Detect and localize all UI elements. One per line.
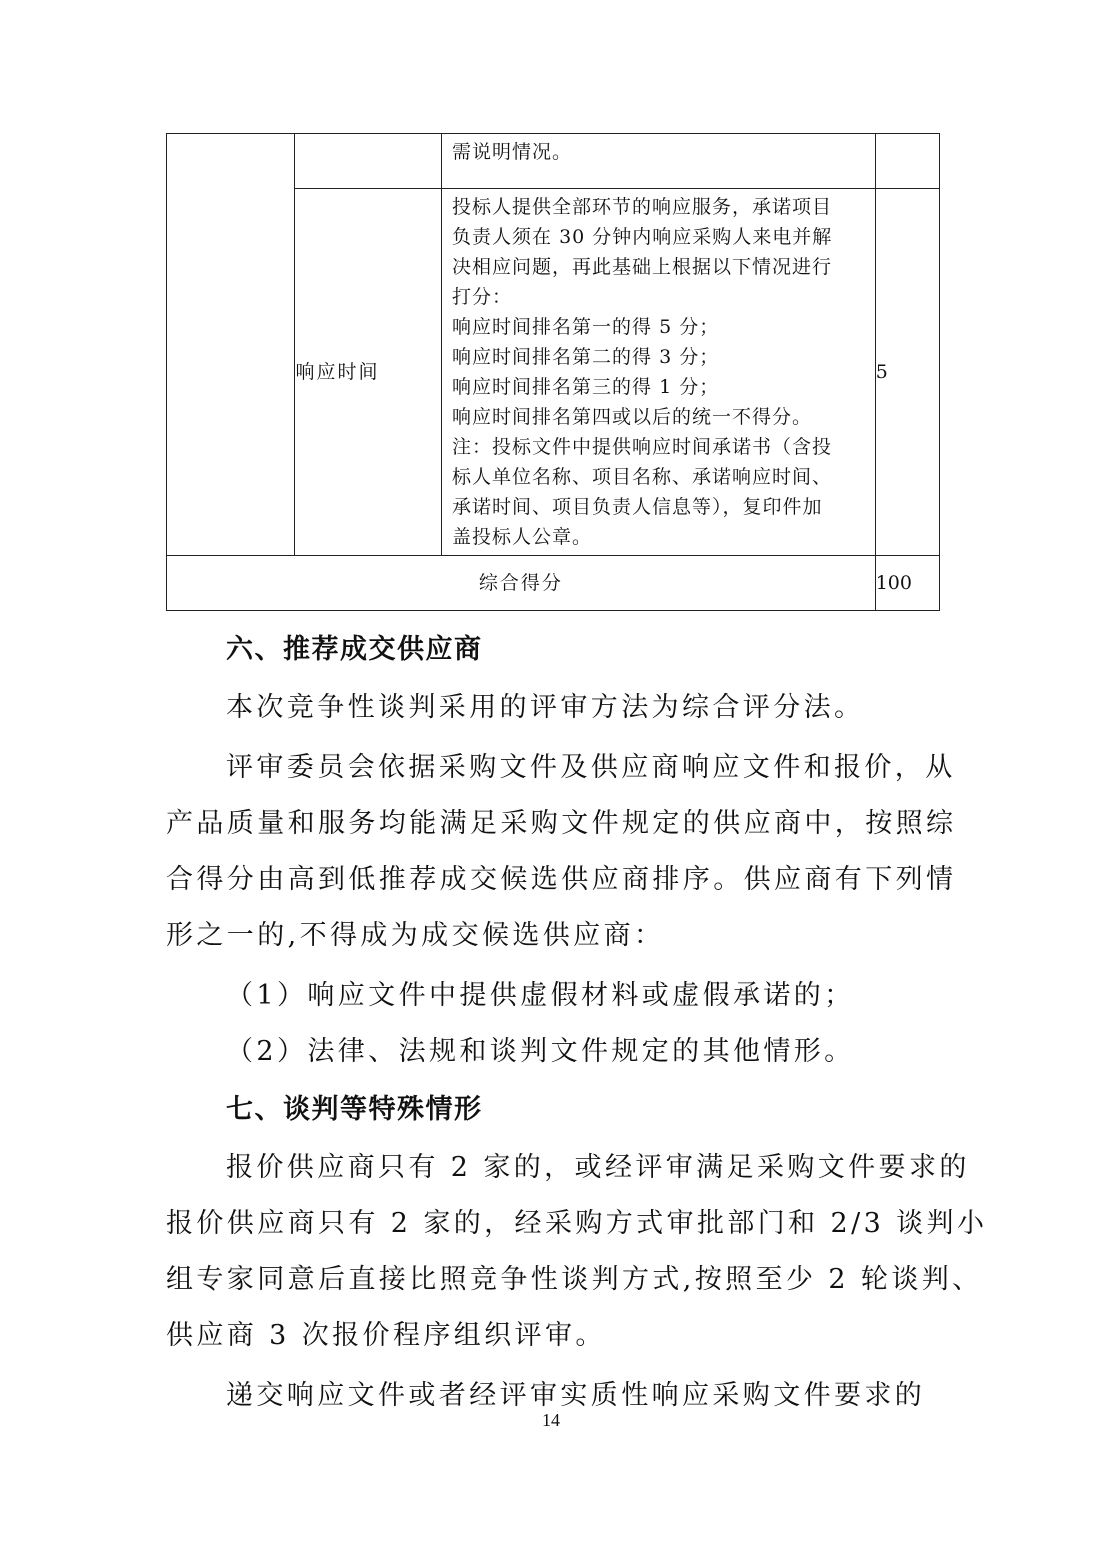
table-cell-description bbox=[442, 189, 876, 556]
paragraph-line: 合得分由高到低推荐成交候选供应商排序。供应商有下列情 bbox=[166, 864, 957, 895]
table-cell-category bbox=[167, 134, 295, 556]
paragraph-line: 报价供应商只有 2 家的，经采购方式审批部门和 2/3 谈判小 bbox=[166, 1208, 988, 1239]
paragraph-line: 递交响应文件或者经评审实质性响应采购文件要求的 bbox=[226, 1380, 926, 1411]
description-line: 响应时间排名第三的得 1 分； bbox=[452, 376, 720, 398]
description-line: 承诺时间、项目负责人信息等），复印件加 bbox=[452, 496, 823, 518]
total-score-value: 100 bbox=[875, 572, 912, 594]
section-seven-paragraph-1 bbox=[166, 1140, 988, 1364]
description-line: 投标人提供全部环节的响应服务，承诺项目 bbox=[452, 196, 833, 218]
scoring-table bbox=[166, 133, 940, 611]
table-cell-description bbox=[442, 134, 876, 189]
section-six-paragraph-2 bbox=[166, 740, 957, 964]
table-cell-total-label bbox=[167, 556, 876, 611]
table-cell-total-score bbox=[875, 556, 939, 611]
paragraph-line: 形之一的,不得成为成交候选供应商： bbox=[166, 920, 665, 951]
description-line: 决相应问题，再此基础上根据以下情况进行 bbox=[452, 256, 833, 278]
description-text: 需说明情况。 bbox=[452, 141, 573, 163]
response-time-label: 响应时间 bbox=[295, 361, 380, 383]
description-line: 标人单位名称、项目名称、承诺响应时间、 bbox=[452, 466, 833, 488]
paragraph-line: 评审委员会依据采购文件及供应商响应文件和报价，从 bbox=[226, 752, 956, 783]
response-time-description bbox=[442, 189, 875, 555]
description-line: 打分： bbox=[452, 286, 513, 308]
section-six-item-2 bbox=[226, 1024, 938, 1080]
paragraph-line: 组专家同意后直接比照竞争性谈判方式,按照至少 2 轮谈判、 bbox=[166, 1264, 983, 1295]
paragraph-line: 报价供应商只有 2 家的，或经评审满足采购文件要求的 bbox=[226, 1152, 970, 1183]
description-line: 响应时间排名第一的得 5 分； bbox=[452, 316, 720, 338]
paragraph-line: 产品质量和服务均能满足采购文件规定的供应商中，按照综 bbox=[166, 808, 957, 839]
page-number: 14 bbox=[542, 1410, 560, 1430]
description-line: 盖投标人公章。 bbox=[452, 526, 593, 548]
description-line: 负责人须在 30 分钟内响应采购人来电并解 bbox=[452, 226, 833, 248]
section-heading-six: 六、推荐成交供应商 bbox=[226, 634, 483, 665]
paragraph-line: 供应商 3 次报价程序组织评审。 bbox=[166, 1320, 606, 1351]
list-item: （2）法律、法规和谈判文件规定的其他情形。 bbox=[226, 1036, 855, 1067]
total-score-label: 综合得分 bbox=[478, 572, 563, 594]
table-row bbox=[167, 134, 940, 189]
table-cell-score bbox=[875, 189, 939, 556]
description-line: 注：投标文件中提供响应时间承诺书（含投 bbox=[452, 436, 833, 458]
table-cell-score bbox=[875, 134, 939, 189]
description-line: 响应时间排名第四或以后的统一不得分。 bbox=[452, 406, 813, 428]
table-cell-item bbox=[295, 189, 442, 556]
paragraph-line: 本次竞争性谈判采用的评审方法为综合评分法。 bbox=[226, 692, 865, 723]
section-six-paragraph-1 bbox=[166, 680, 998, 736]
response-time-score: 5 bbox=[875, 361, 888, 383]
table-cell-item bbox=[295, 134, 442, 189]
section-six-item-1 bbox=[226, 968, 938, 1024]
table-row bbox=[167, 556, 940, 611]
list-item: （1）响应文件中提供虚假材料或虚假承诺的； bbox=[226, 980, 855, 1011]
section-heading-seven: 七、谈判等特殊情形 bbox=[226, 1094, 483, 1125]
description-line: 响应时间排名第二的得 3 分； bbox=[452, 346, 720, 368]
